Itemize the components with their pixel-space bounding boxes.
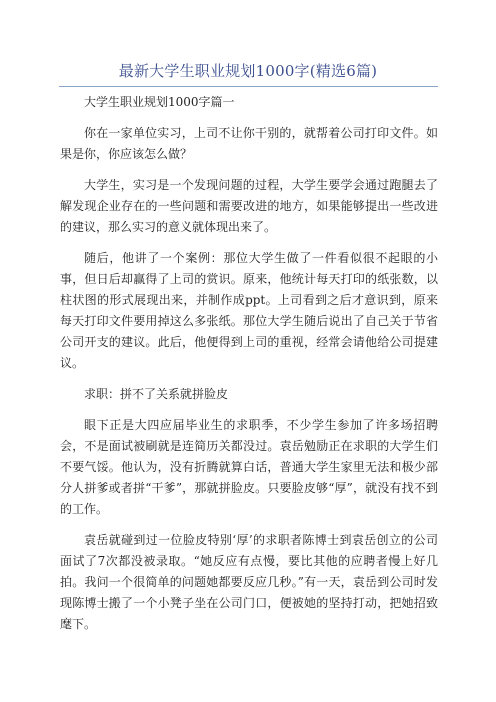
document-title: 最新大学生职业规划1000字(精选6篇) xyxy=(118,62,378,80)
paragraph: 随后，他讲了一个案例：那位大学生做了一件看似很不起眼的小事，但日后却赢得了上司的赏识。原来，他统计每天打印的纸张数，以柱状图的形式展现出来，并制作成ppt。上司看到之后才意识到，原来每天打印文件要用掉这么多张纸。那位大学生随后说出了自己关于节省公司开支的建议。此后，他便得到上司的重视，经常会请他给公司提建议。 xyxy=(60,251,438,370)
paragraph: 眼下正是大四应届毕业生的求职季，不少学生参加了许多场招聘会，不是面试被刷就是连简历关都没过。袁岳勉励正在求职的大学生们不要气馁。他认为，没有折腾就算白话，普通大学生家里无法和极少部分人拼爹或者拼“干爹”，那就拼脸皮。只要脸皮够“厚”，就没有找不到的工作。 xyxy=(60,418,438,516)
paragraph: 大学生，实习是一个发现问题的过程，大学生要学会通过跑腿去了解发现企业存在的一些问题和需要改进的地方，如果能够提出一些改进的建议，那么实习的意义就体现出来了。 xyxy=(60,178,438,234)
section-heading: 大学生职业规划1000字篇一 xyxy=(84,95,235,109)
title-divider xyxy=(59,86,438,87)
paragraph: 你在一家单位实习，上司不让你干别的，就帮着公司打印文件。如果是你，你应该怎么做？ xyxy=(60,126,438,161)
document-body xyxy=(60,92,438,645)
section-subheading: 求职：拼不了关系就拼脸皮 xyxy=(84,387,229,401)
paragraph: 袁岳就碰到过一位脸皮特别‘厚’的求职者陈博士到袁岳创立的公司面试了7次都没被录取。“她反应有点慢，要比其他的应聘者慢上好几拍。我问一个很简单的问题她都要反应几秒。”有一天，袁岳到公司时发现陈博士搬了一个小凳子坐在公司门口，便被她的坚持打动，把她招致麾下。 xyxy=(60,533,438,631)
